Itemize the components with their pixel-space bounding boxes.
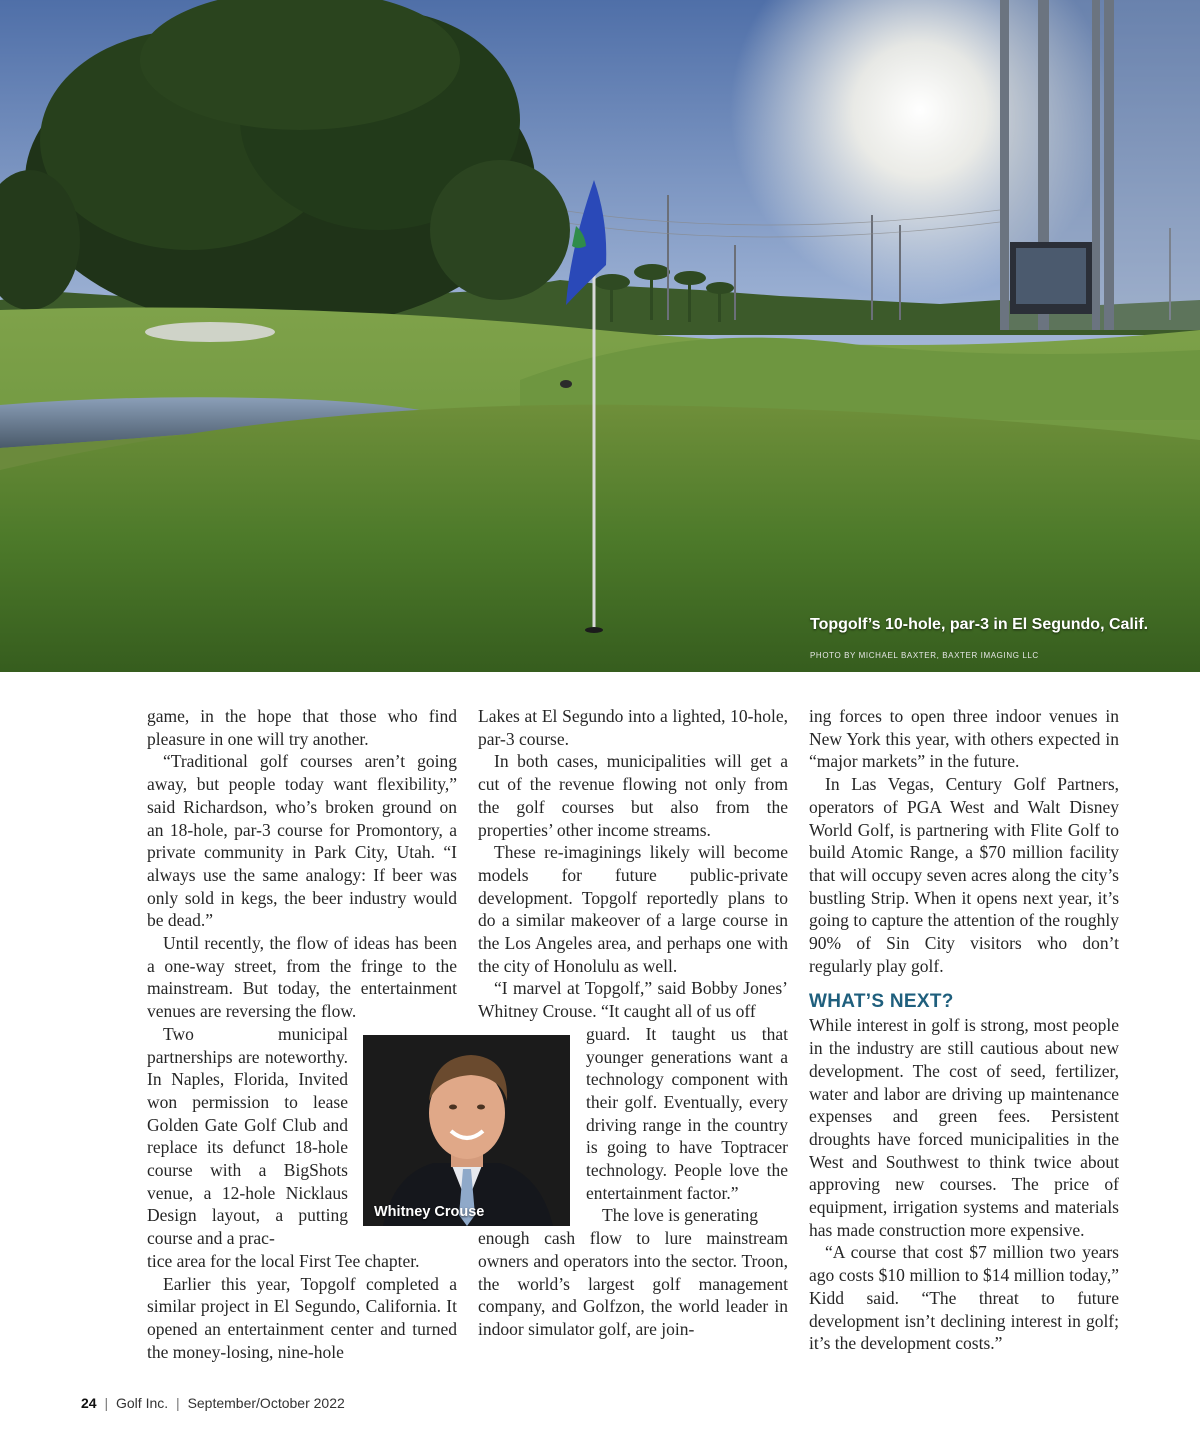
issue-date: September/October 2022 (187, 1395, 345, 1411)
paragraph: guard. It taught us that younger generations want a technology component with their golf. Eventually, every driving range in the country is going to have Toptracer technology. People love the entertainment factor.” (586, 1023, 788, 1203)
paragraph: game, in the hope that those who find pleasure in one will try another. (147, 706, 457, 749)
paragraph: Until recently, the flow of ideas has been a one-way street, from the fringe to the mainstream. But today, the entertainment venues are reversing the flow. (147, 933, 457, 1022)
paragraph: Two municipal partnerships are noteworthy. In Naples, Florida, Invited won permission to lease Golden Gate Golf Club and replace its defunct 18-hole course with a BigShots venue, a 12-hole Nicklaus Design layout, a putting course and a prac- (147, 1023, 348, 1249)
photo-caption: Topgolf’s 10-hole, par-3 in El Segundo, Calif. (810, 616, 1149, 633)
section-subhead: WHAT’S NEXT? (809, 991, 954, 1013)
portrait-caption: Whitney Crouse (374, 1204, 485, 1220)
golf-course-illustration (0, 0, 1200, 672)
paragraph: enough cash flow to lure mainstream owners and operators into the sector. Troon, the world’s largest golf management company, and Golfzon, the world leader in indoor simulator golf, are join- (478, 1228, 788, 1339)
paragraph: Earlier this year, Topgolf completed a similar project in El Segundo, California. It opened an entertainment center and turned the money-losing, nine-hole (147, 1273, 457, 1362)
page-footer (81, 1395, 345, 1411)
paragraph: tice area for the local First Tee chapter. (147, 1250, 420, 1271)
paragraph: Lakes at El Segundo into a lighted, 10-hole, par-3 course. (478, 706, 788, 749)
paragraph: “I marvel at Topgolf,” said Bobby Jones’ Whitney Crouse. “It caught all of us off (478, 978, 788, 1022)
hero-photo (0, 0, 1200, 672)
paragraph: The love is generating (602, 1205, 758, 1226)
paragraph: “A course that cost $7 million two years ago costs $10 million to $14 million today,” Kidd said. “The threat to future development isn’t declining interest in golf; it’s the development costs.” (809, 1242, 1119, 1354)
paragraph: In both cases, municipalities will get a cut of the revenue flowing not only from the golf courses but also from the properties’ other income streams. (478, 751, 788, 840)
paragraph: These re-imaginings likely will become models for future public-private development. Topgolf reportedly plans to do a similar makeover of a large course in the Los Angeles area, and perhaps one with the city of Honolulu as well. (478, 842, 788, 976)
photo-credit: PHOTO BY MICHAEL BAXTER, BAXTER IMAGING LLC (810, 651, 1039, 660)
article-column-3 (809, 705, 1119, 1355)
paragraph: In Las Vegas, Century Golf Partners, operators of PGA West and Walt Disney World Golf, is partnering with Flite Golf to build Atomic Range, a $70 million facility that will occupy seven acres along the city’s bustling Strip. When it opens next year, it’s going to capture the attention of the roughly 90% of Sin City visitors who don’t regularly play golf. (809, 774, 1119, 976)
footer-separator: | (176, 1395, 180, 1411)
article-column-2 (478, 705, 788, 1341)
publication-name: Golf Inc. (116, 1395, 169, 1411)
footer-separator: | (104, 1395, 109, 1411)
paragraph: While interest in golf is strong, most people in the industry are still cautious about new development. The cost of seed, fertilizer, water and labor are driving up maintenance expenses and green fees. Persistent droughts have forced municipalities in the West and Southwest to think twice about approving new courses. The price of equipment, irrigation systems and materials has made construction more expensive. (809, 1015, 1119, 1240)
page-number: 24 (81, 1395, 97, 1411)
paragraph: ing forces to open three indoor venues in New York this year, with others expected in “major markets” in the future. (809, 706, 1119, 772)
paragraph: “Traditional golf courses aren’t going away, but people today want flexibility,” said Richardson, who’s broken ground on an 18-hole, par-3 course for Promontory, a private community in Park City, Utah. “I always use the same analogy: If beer was only sold in kegs, the beer industry would be dead.” (147, 751, 457, 931)
